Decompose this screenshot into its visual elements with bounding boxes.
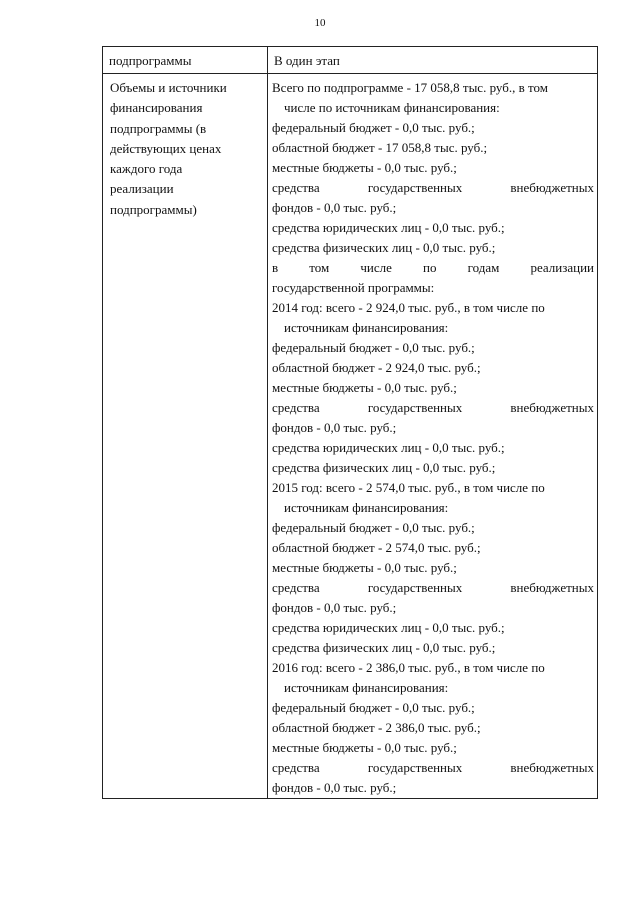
table-cell [103, 47, 268, 74]
text-line: числе по источникам финансирования: [284, 100, 500, 115]
text-line: фондов - 0,0 тыс. руб.; [272, 780, 397, 795]
text-line: средства физических лиц - 0,0 тыс. руб.; [272, 640, 496, 655]
text-line: реализации [110, 181, 174, 197]
subprogram-passport-table [102, 46, 598, 799]
text-line: 2014 год: всего - 2 924,0 тыс. руб., в том числе по [272, 300, 545, 315]
text-line: областной бюджет - 2 386,0 тыс. руб.; [272, 720, 481, 735]
header-cell-value: В один этап [274, 53, 340, 68]
text-line: действующих ценах [110, 140, 222, 156]
funding-label [103, 74, 267, 220]
header-cell-label: подпрограммы [109, 53, 192, 68]
text-line: каждого года [110, 161, 183, 177]
table-row [103, 47, 598, 74]
text-line: местные бюджеты - 0,0 тыс. руб.; [272, 560, 457, 575]
text-line: средства юридических лиц - 0,0 тыс. руб.; [272, 220, 505, 235]
table-cell [268, 47, 598, 74]
text-line: в том числе по годам реализации [272, 260, 594, 275]
table-row [103, 74, 598, 799]
text-line: федеральный бюджет - 0,0 тыс. руб.; [272, 700, 475, 715]
table-cell [103, 74, 268, 799]
text-line: федеральный бюджет - 0,0 тыс. руб.; [272, 520, 475, 535]
text-line: 2015 год: всего - 2 574,0 тыс. руб., в том числе по [272, 480, 545, 495]
text-line: средства юридических лиц - 0,0 тыс. руб.; [272, 620, 505, 635]
text-line: фондов - 0,0 тыс. руб.; [272, 200, 397, 215]
text-line: областной бюджет - 2 574,0 тыс. руб.; [272, 540, 481, 555]
text-line: средства государственных внебюджетных [272, 580, 594, 595]
text-line: местные бюджеты - 0,0 тыс. руб.; [272, 160, 457, 175]
text-line: 2016 год: всего - 2 386,0 тыс. руб., в том числе по [272, 660, 545, 675]
page-number: 10 [314, 17, 326, 29]
text-line: источникам финансирования: [284, 500, 449, 515]
text-line: федеральный бюджет - 0,0 тыс. руб.; [272, 120, 475, 135]
text-line: источникам финансирования: [284, 320, 449, 335]
text-line: подпрограммы) [110, 201, 197, 217]
table-cell [268, 74, 598, 799]
text-line: средства юридических лиц - 0,0 тыс. руб.; [272, 440, 505, 455]
funding-details [268, 74, 597, 798]
text-line: финансирования [110, 100, 203, 116]
text-line: источникам финансирования: [284, 680, 449, 695]
text-line: государственной программы: [272, 280, 435, 295]
text-line: средства государственных внебюджетных [272, 760, 594, 775]
text-line: федеральный бюджет - 0,0 тыс. руб.; [272, 340, 475, 355]
text-line: областной бюджет - 2 924,0 тыс. руб.; [272, 360, 481, 375]
text-line: Объемы и источники [110, 80, 227, 95]
text-line: фондов - 0,0 тыс. руб.; [272, 420, 397, 435]
text-line: местные бюджеты - 0,0 тыс. руб.; [272, 380, 457, 395]
text-line: средства государственных внебюджетных [272, 400, 594, 415]
text-line: средства физических лиц - 0,0 тыс. руб.; [272, 240, 496, 255]
text-line: средства физических лиц - 0,0 тыс. руб.; [272, 460, 496, 475]
text-line: средства государственных внебюджетных [272, 180, 594, 195]
text-line: областной бюджет - 17 058,8 тыс. руб.; [272, 140, 488, 155]
text-line: Всего по подпрограмме - 17 058,8 тыс. руб., в том [272, 80, 548, 95]
text-line: местные бюджеты - 0,0 тыс. руб.; [272, 740, 457, 755]
text-line: подпрограммы (в [110, 120, 207, 136]
text-line: фондов - 0,0 тыс. руб.; [272, 600, 397, 615]
